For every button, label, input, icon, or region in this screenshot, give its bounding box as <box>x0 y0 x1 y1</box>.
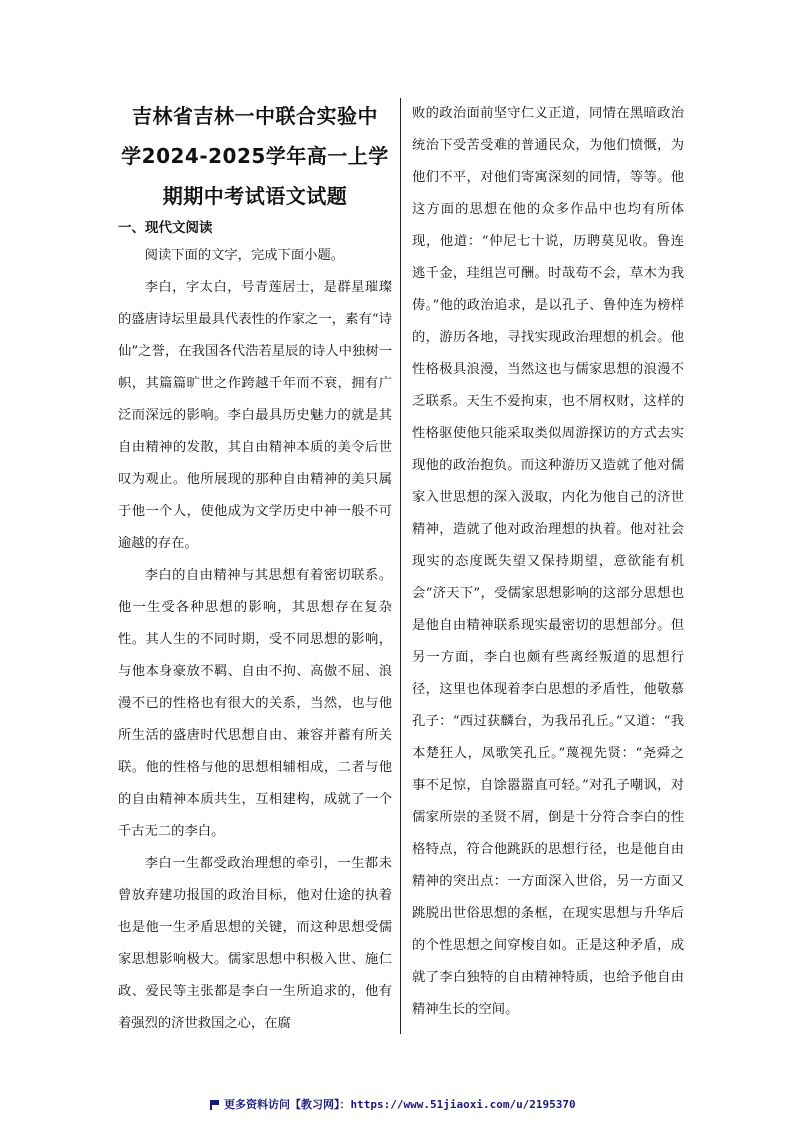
right-column <box>412 98 684 1026</box>
paragraph-3: 李白一生都受政治理想的牵引，一生都未曾放弃建功报国的政治目标，他对仕途的执着也是他一生矛盾思想的关键，而这种思想受儒家思想影响极大。儒家思想中积极入世、施仁政、爱民等主张都是李白一生所追求的，他有着强烈的济世救国之心，在腐 <box>118 856 392 1031</box>
section-heading: 一、现代文阅读 <box>118 220 213 236</box>
footer[interactable] <box>210 1096 610 1112</box>
title-line-2: 学2024-2025学年高一上学 <box>121 144 389 168</box>
page-title <box>118 96 392 216</box>
flag-icon <box>210 1100 220 1110</box>
instruction: 阅读下面的文字，完成下面小题。 <box>144 248 345 263</box>
paragraph-2: 李白的自由精神与其思想有着密切联系。他一生受各种思想的影响，其思想存在复杂性。其人生的不同时期，受不同思想的影响，与他本身豪放不羁、自由不拘、高傲不屈、浪漫不已的性格也有很大的关系，当然，也与他所生活的盛唐时代思想自由、兼容并蓄有所关联。他的性格与他的思想相辅相成，二者与他的自由精神本质共生，互相建构，成就了一个千古无二的李白。 <box>118 568 392 839</box>
paragraph-1: 李白，字太白，号青莲居士，是群星璀璨的盛唐诗坛里最具代表性的作家之一，素有“诗仙”之誉，在我国各代浩若星辰的诗人中独树一帜，其篇篇旷世之作跨越千年而不衰，拥有广泛而深远的影响。李白最具历史魅力的就是其自由精神的发散，其自由精神本质的美令后世叹为观止。他所展现的那种自由精神的美只属于他一个人，使他成为文学历史中神一般不可逾越的存在。 <box>118 280 392 551</box>
title-line-1: 吉林省吉林一中联合实验中 <box>132 104 378 128</box>
left-column <box>118 96 392 1040</box>
column-divider <box>400 98 401 1034</box>
title-line-3: 期期中考试语文试题 <box>162 184 348 208</box>
footer-link[interactable]: 更多资料访问【教习网】：https://www.51jiaoxi.com/u/2195370 <box>224 1098 576 1111</box>
paragraph-3-continued: 败的政治面前坚守仁义正道，同情在黑暗政治统治下受苦受难的普通民众，为他们愤慨，为他们不平，对他们寄寓深刻的同情，等等。他这方面的思想在他的众多作品中也均有所体现，他道：“仲尼七十说，历聘莫见收。鲁连逃千金，珪组岂可酬。时哉苟不会，草木为我俦。”他的政治追求，是以孔子、鲁仲连为榜样的，游历各地，寻找实现政治理想的机会。他性格极具浪漫，当然这也与儒家思想的浪漫不乏联系。天生不爱拘束，也不屑权财，这样的性格驱使他只能采取类似周游探访的方式去实现他的政治抱负。而这种游历又造就了他对儒家入世思想的深入汲取，内化为他自己的济世精神，造就了他对政治理想的执着。他对社会现实的态度既失望又保持期望，意欲能有机会“济天下”，受儒家思想影响的这部分思想也是他自由精神联系现实最密切的思想部分。但另一方面，李白也颇有些离经叛道的思想行径，这里也体现着李白思想的矛盾性，他敬慕孔子：“西过获麟台，为我吊孔丘。”又道：“我本楚狂人，凤歌笑孔丘。”蔑视先贤：“尧舜之事不足惊，自馀嚣嚣直可轻。”对孔子嘲讽，对儒家所崇的圣贤不屑，倒是十分符合李白的性格特点，符合他跳跃的思想行径，也是他自由精神的突出点：一方面深入世俗，另一方面又跳脱出世俗思想的条框，在现实思想与升华后的个性思想之间穿梭自如。正是这种矛盾，成就了李白独特的自由精神特质，也给予他自由精神生长的空间。 <box>412 106 684 1017</box>
